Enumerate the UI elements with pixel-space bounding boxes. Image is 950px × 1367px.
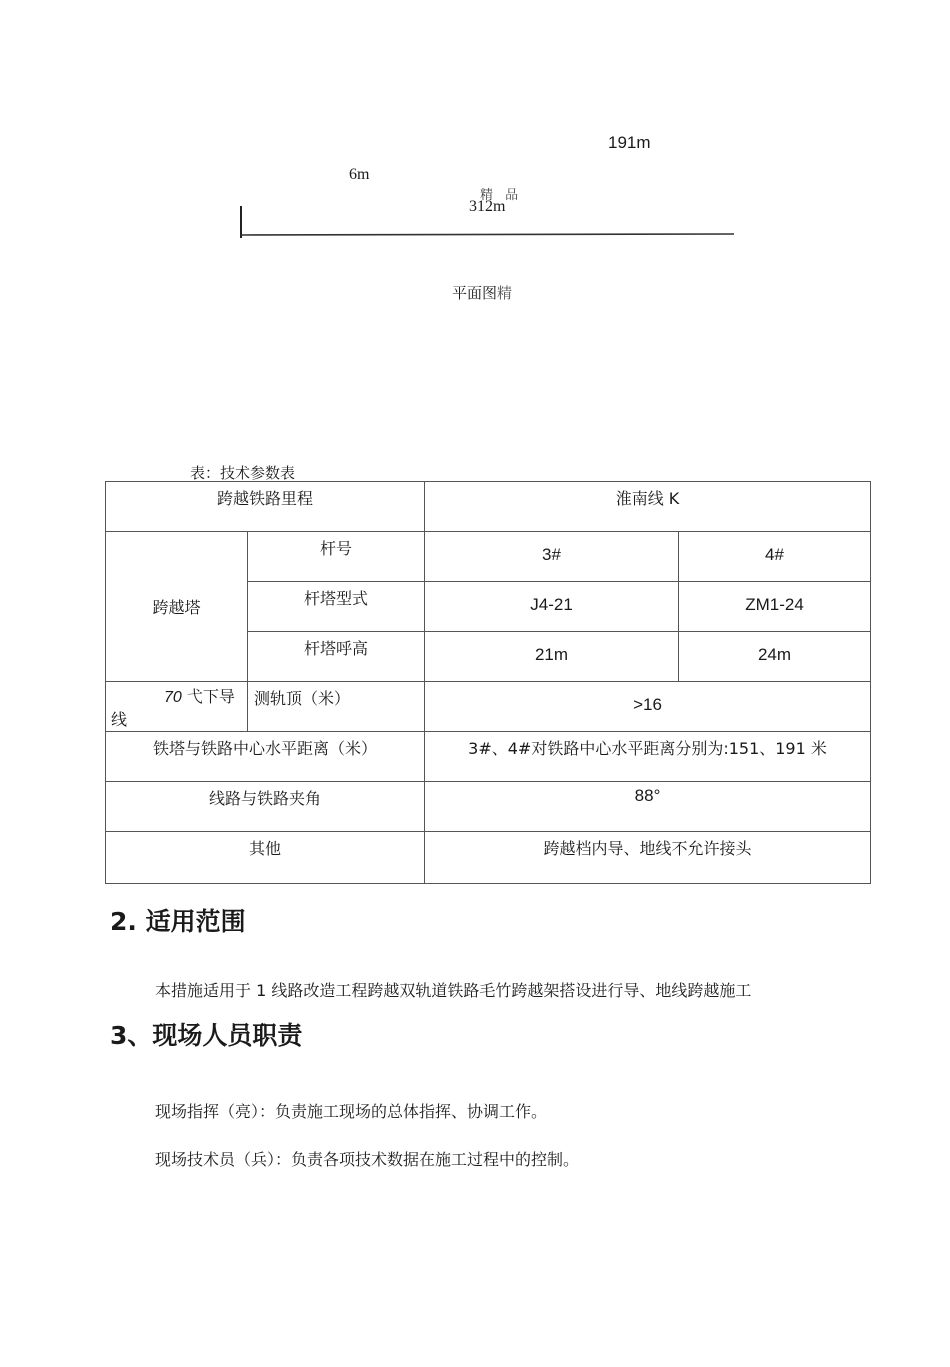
row3-value-a: J4-21 bbox=[425, 582, 679, 632]
row6-value: 3#、4#对铁路中心水平距离分别为:151、191 米 bbox=[425, 732, 871, 782]
watermark-text: 精 品 bbox=[480, 188, 523, 203]
table-row bbox=[106, 732, 871, 782]
duty-paragraph-commander: 现场指挥（亮）：负责施工现场的总体指挥、协调工作。 bbox=[155, 1102, 548, 1121]
dimension-191m: 191m bbox=[608, 133, 651, 152]
duty-paragraph-technician: 现场技术员（兵）：负责各项技术数据在施工过程中的控制。 bbox=[155, 1150, 580, 1169]
plan-caption-suffix: 精 bbox=[497, 284, 513, 302]
table-row bbox=[106, 482, 871, 532]
row4-value-b: 24m bbox=[679, 632, 871, 682]
row5-value: >16 bbox=[425, 682, 871, 732]
plan-caption bbox=[452, 282, 512, 303]
row5-label-number: 70 bbox=[164, 689, 182, 706]
row2-value-b: 4# bbox=[679, 532, 871, 582]
row4-label: 杆塔呼高 bbox=[248, 632, 425, 682]
table-row bbox=[106, 532, 871, 582]
table-row bbox=[106, 832, 871, 884]
table-row bbox=[106, 782, 871, 832]
table-row bbox=[106, 682, 871, 732]
section-2-heading: 2. 适用范围 bbox=[110, 907, 246, 936]
row1-label: 跨越铁路里程 bbox=[106, 482, 425, 532]
row2-label: 杆号 bbox=[248, 532, 425, 582]
technical-parameter-table bbox=[105, 481, 871, 884]
row5-label bbox=[106, 682, 248, 732]
dimension-6m: 6m bbox=[349, 166, 370, 183]
row6-label: 铁塔与铁路中心水平距离（米） bbox=[106, 732, 425, 782]
row8-value: 跨越档内导、地线不允许接头 bbox=[425, 832, 871, 884]
dimension-312m: 312m bbox=[469, 198, 506, 215]
table-caption: 表：技术参数表 bbox=[190, 464, 296, 482]
plan-caption-main: 平面图 bbox=[452, 284, 498, 302]
row5-label-line2: 线 bbox=[111, 710, 128, 729]
row4-value-a: 21m bbox=[425, 632, 679, 682]
scope-paragraph: 本措施适用于 1 线路改造工程跨越双轨道铁路毛竹跨越架搭设进行导、地线跨越施工 bbox=[155, 981, 752, 1000]
row2-value-a: 3# bbox=[425, 532, 679, 582]
row3-value-b: ZM1-24 bbox=[679, 582, 871, 632]
tower-group-label: 跨越塔 bbox=[106, 532, 248, 682]
row5-sub-label: 测轨顶（米） bbox=[248, 682, 425, 732]
row5-label-text: 弋下导 bbox=[181, 687, 235, 706]
plan-baseline bbox=[241, 234, 734, 235]
row1-value: 淮南线 K bbox=[425, 482, 871, 532]
section-3-heading: 3、现场人员职责 bbox=[110, 1021, 303, 1050]
row3-label: 杆塔型式 bbox=[248, 582, 425, 632]
row7-label: 线路与铁路夹角 bbox=[106, 782, 425, 832]
row7-value: 88° bbox=[425, 782, 871, 832]
plan-line-drawing bbox=[236, 200, 746, 245]
row8-label: 其他 bbox=[106, 832, 425, 884]
